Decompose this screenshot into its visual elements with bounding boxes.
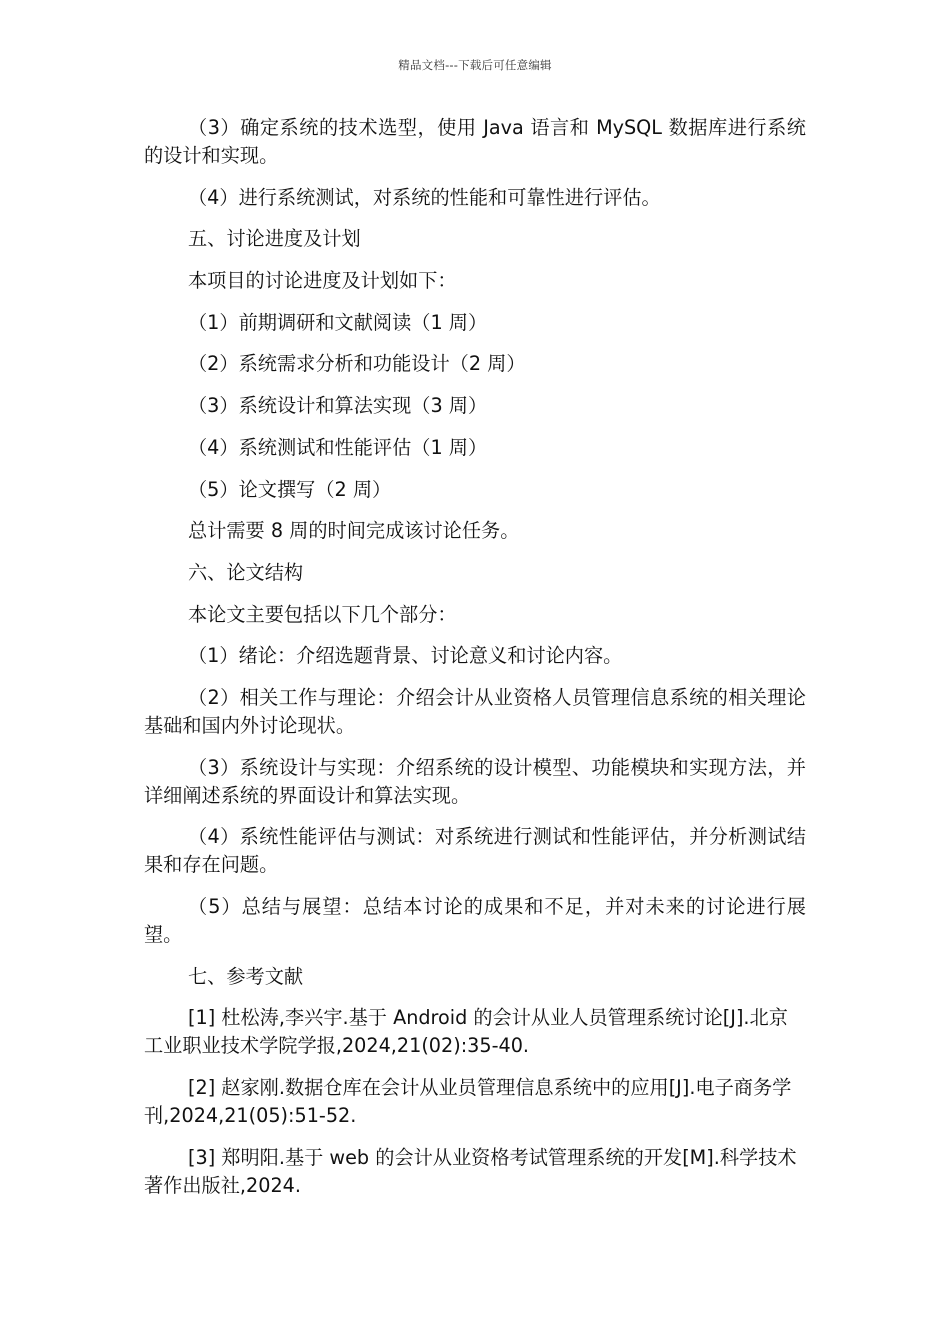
reference-item-3: [3] 郑明阳.基于 web 的会计从业资格考试管理系统的开发[M].科学技术著作出版社,2024. [144,1145,797,1197]
section-heading-references: 七、参考文献 [188,964,304,988]
reference-item-1: [1] 杜松涛,李兴宇.基于 Android 的会计从业人员管理系统讨论[J].北京工业职业技术学院学报,2024,21(02):35-40. [144,1006,788,1058]
structure-item-3: （3）系统设计与实现：介绍系统的设计模型、功能模块和实现方法，并详细阐述系统的界面设计和算法实现。 [144,755,806,807]
schedule-item-3: （3）系统设计和算法实现（3 周） [188,394,488,418]
section-heading-structure: 六、论文结构 [188,560,304,584]
schedule-item-5: （5）论文撰写（2 周） [188,477,392,501]
structure-item-4: （4）系统性能评估与测试：对系统进行测试和性能评估，并分析测试结果和存在问题。 [144,825,806,877]
schedule-item-2: （2）系统需求分析和功能设计（2 周） [188,352,526,376]
paragraph-schedule-total: 总计需要 8 周的时间完成该讨论任务。 [188,519,520,543]
structure-item-2: （2）相关工作与理论：介绍会计从业资格人员管理信息系统的相关理论基础和国内外讨论现状。 [144,685,806,737]
structure-item-1: （1）绪论：介绍选题背景、讨论意义和讨论内容。 [188,644,623,668]
paragraph-structure-intro: 本论文主要包括以下几个部分： [188,602,457,626]
page-header: 精品文档---下载后可任意编辑 [398,58,552,72]
paragraph-tech-selection: （3）确定系统的技术选型，使用 Java 语言和 MySQL 数据库进行系统的设计和实现。 [144,116,806,167]
section-heading-schedule: 五、讨论进度及计划 [188,227,361,251]
schedule-item-1: （1）前期调研和文献阅读（1 周） [188,310,488,334]
paragraph-schedule-intro: 本项目的讨论进度及计划如下： [188,269,457,293]
structure-item-5: （5）总结与展望：总结本讨论的成果和不足，并对未来的讨论进行展望。 [144,895,806,946]
paragraph-system-testing: （4）进行系统测试，对系统的性能和可靠性进行评估。 [188,185,661,209]
document-body [144,114,806,1213]
schedule-item-4: （4）系统测试和性能评估（1 周） [188,435,488,459]
reference-item-2: [2] 赵家刚.数据仓库在会计从业员管理信息系统中的应用[J].电子商务学刊,2024,21(05):51-52. [144,1076,792,1128]
